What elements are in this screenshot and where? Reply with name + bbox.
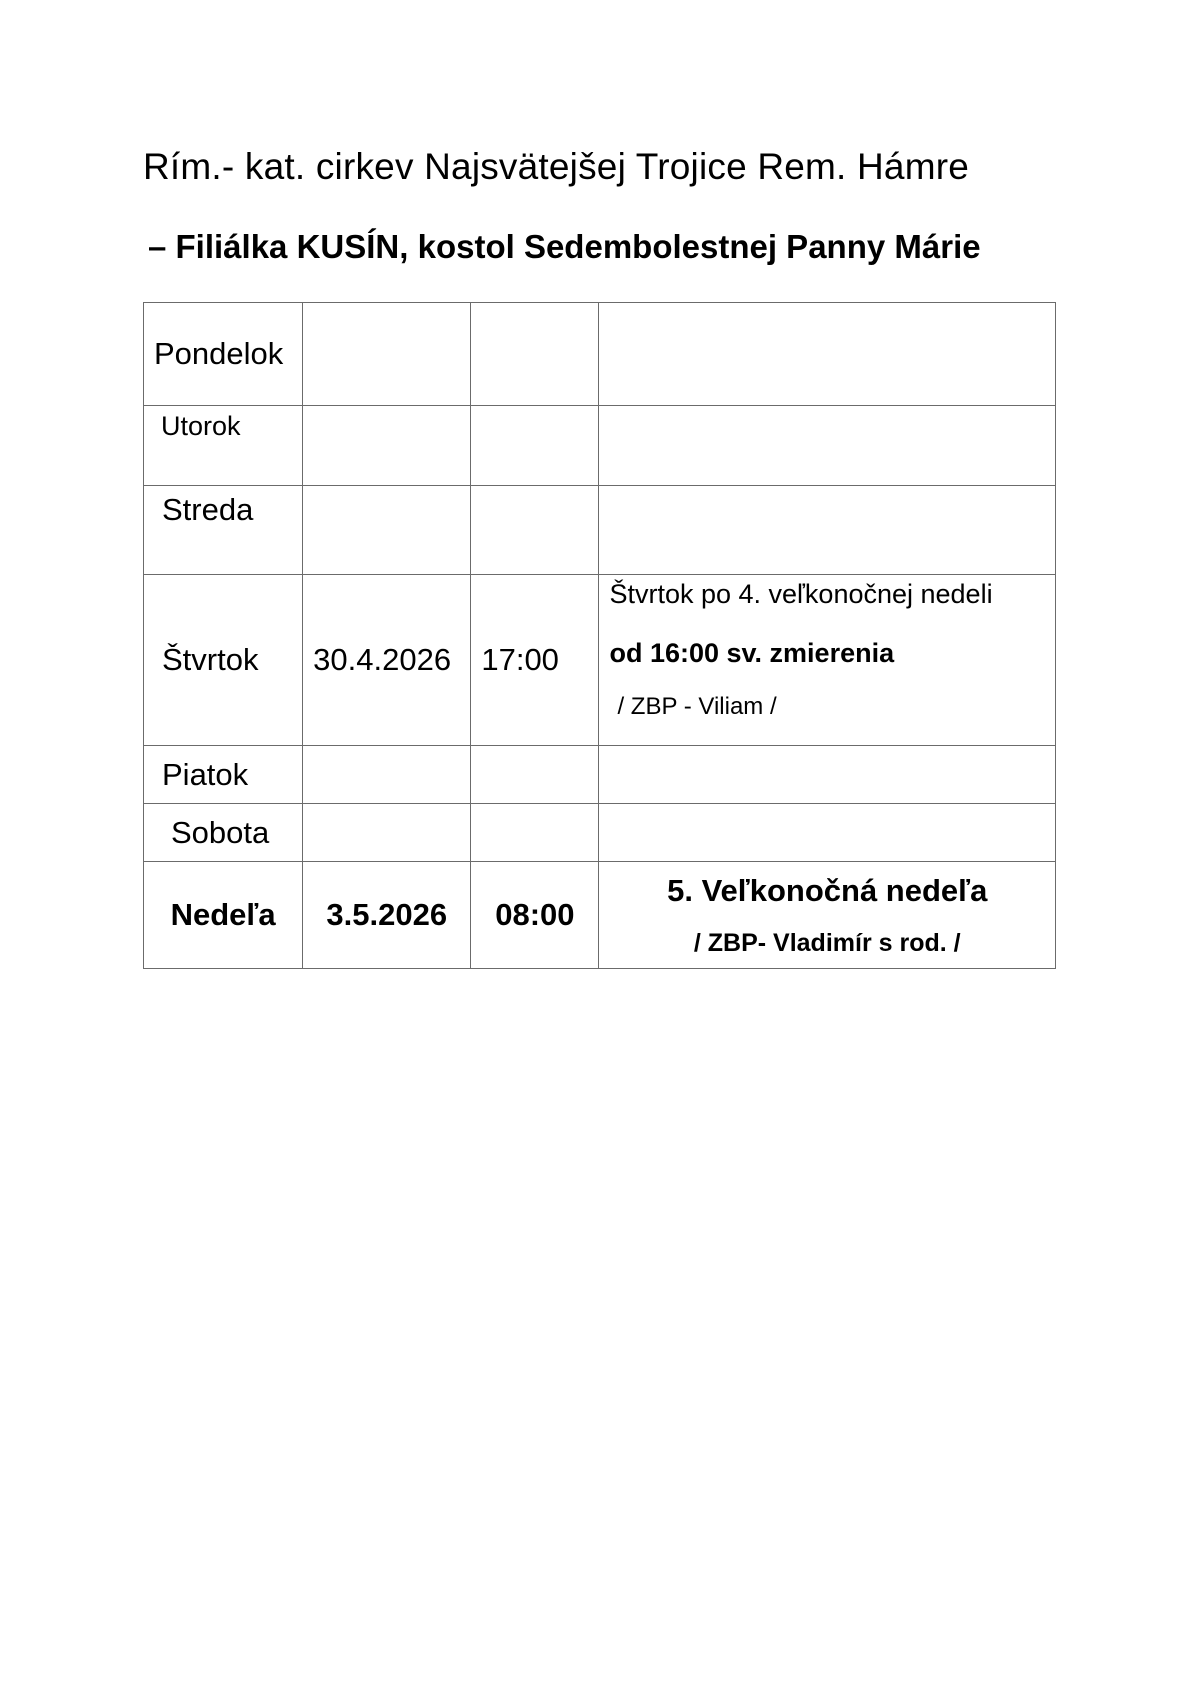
note-cell	[599, 575, 1056, 746]
note-cell	[599, 862, 1056, 969]
document-subtitle: – Filiálka KUSÍN, kostol Sedembolestnej Panny Márie	[148, 228, 981, 265]
day-cell: Nedeľa	[144, 862, 303, 969]
document-title: Rím.- kat. cirkev Najsvätejšej Trojice Rem. Hámre	[143, 146, 970, 187]
day-cell: Piatok	[144, 746, 303, 804]
day-cell: Štvrtok	[144, 575, 303, 746]
note-cell	[599, 303, 1056, 406]
time-cell	[471, 303, 599, 406]
note-cell	[599, 746, 1056, 804]
table-row-sunday	[144, 862, 1056, 969]
table-row-monday	[144, 303, 1056, 406]
note-cell	[599, 486, 1056, 575]
date-cell: 3.5.2026	[303, 862, 471, 969]
note-line: / ZBP - Viliam /	[617, 693, 777, 720]
date-cell: 30.4.2026	[303, 575, 471, 746]
day-cell: Pondelok	[144, 303, 303, 406]
table-row-friday	[144, 746, 1056, 804]
time-cell	[471, 486, 599, 575]
table-row-wednesday	[144, 486, 1056, 575]
date-cell	[303, 406, 471, 486]
date-cell	[303, 303, 471, 406]
mass-schedule-table	[143, 302, 1056, 969]
time-cell	[471, 406, 599, 486]
day-cell: Sobota	[144, 804, 303, 862]
table-row-saturday	[144, 804, 1056, 862]
day-cell	[144, 486, 303, 575]
note-line: 5. Veľkonočná nedeľa	[667, 872, 988, 908]
day-cell	[144, 406, 303, 486]
time-cell	[471, 804, 599, 862]
time-cell: 17:00	[471, 575, 599, 746]
note-line: od 16:00 sv. zmierenia	[609, 638, 895, 668]
date-cell	[303, 804, 471, 862]
time-cell: 08:00	[471, 862, 599, 969]
table-row-thursday	[144, 575, 1056, 746]
day-label: Utorok	[161, 411, 241, 441]
note-cell	[599, 804, 1056, 862]
note-line: Štvrtok po 4. veľkonočnej nedeli	[609, 579, 993, 609]
table-row-tuesday	[144, 406, 1056, 486]
note-cell	[599, 406, 1056, 486]
time-cell	[471, 746, 599, 804]
note-line: / ZBP- Vladimír s rod. /	[693, 928, 961, 957]
day-label: Streda	[162, 492, 254, 527]
date-cell	[303, 486, 471, 575]
date-cell	[303, 746, 471, 804]
